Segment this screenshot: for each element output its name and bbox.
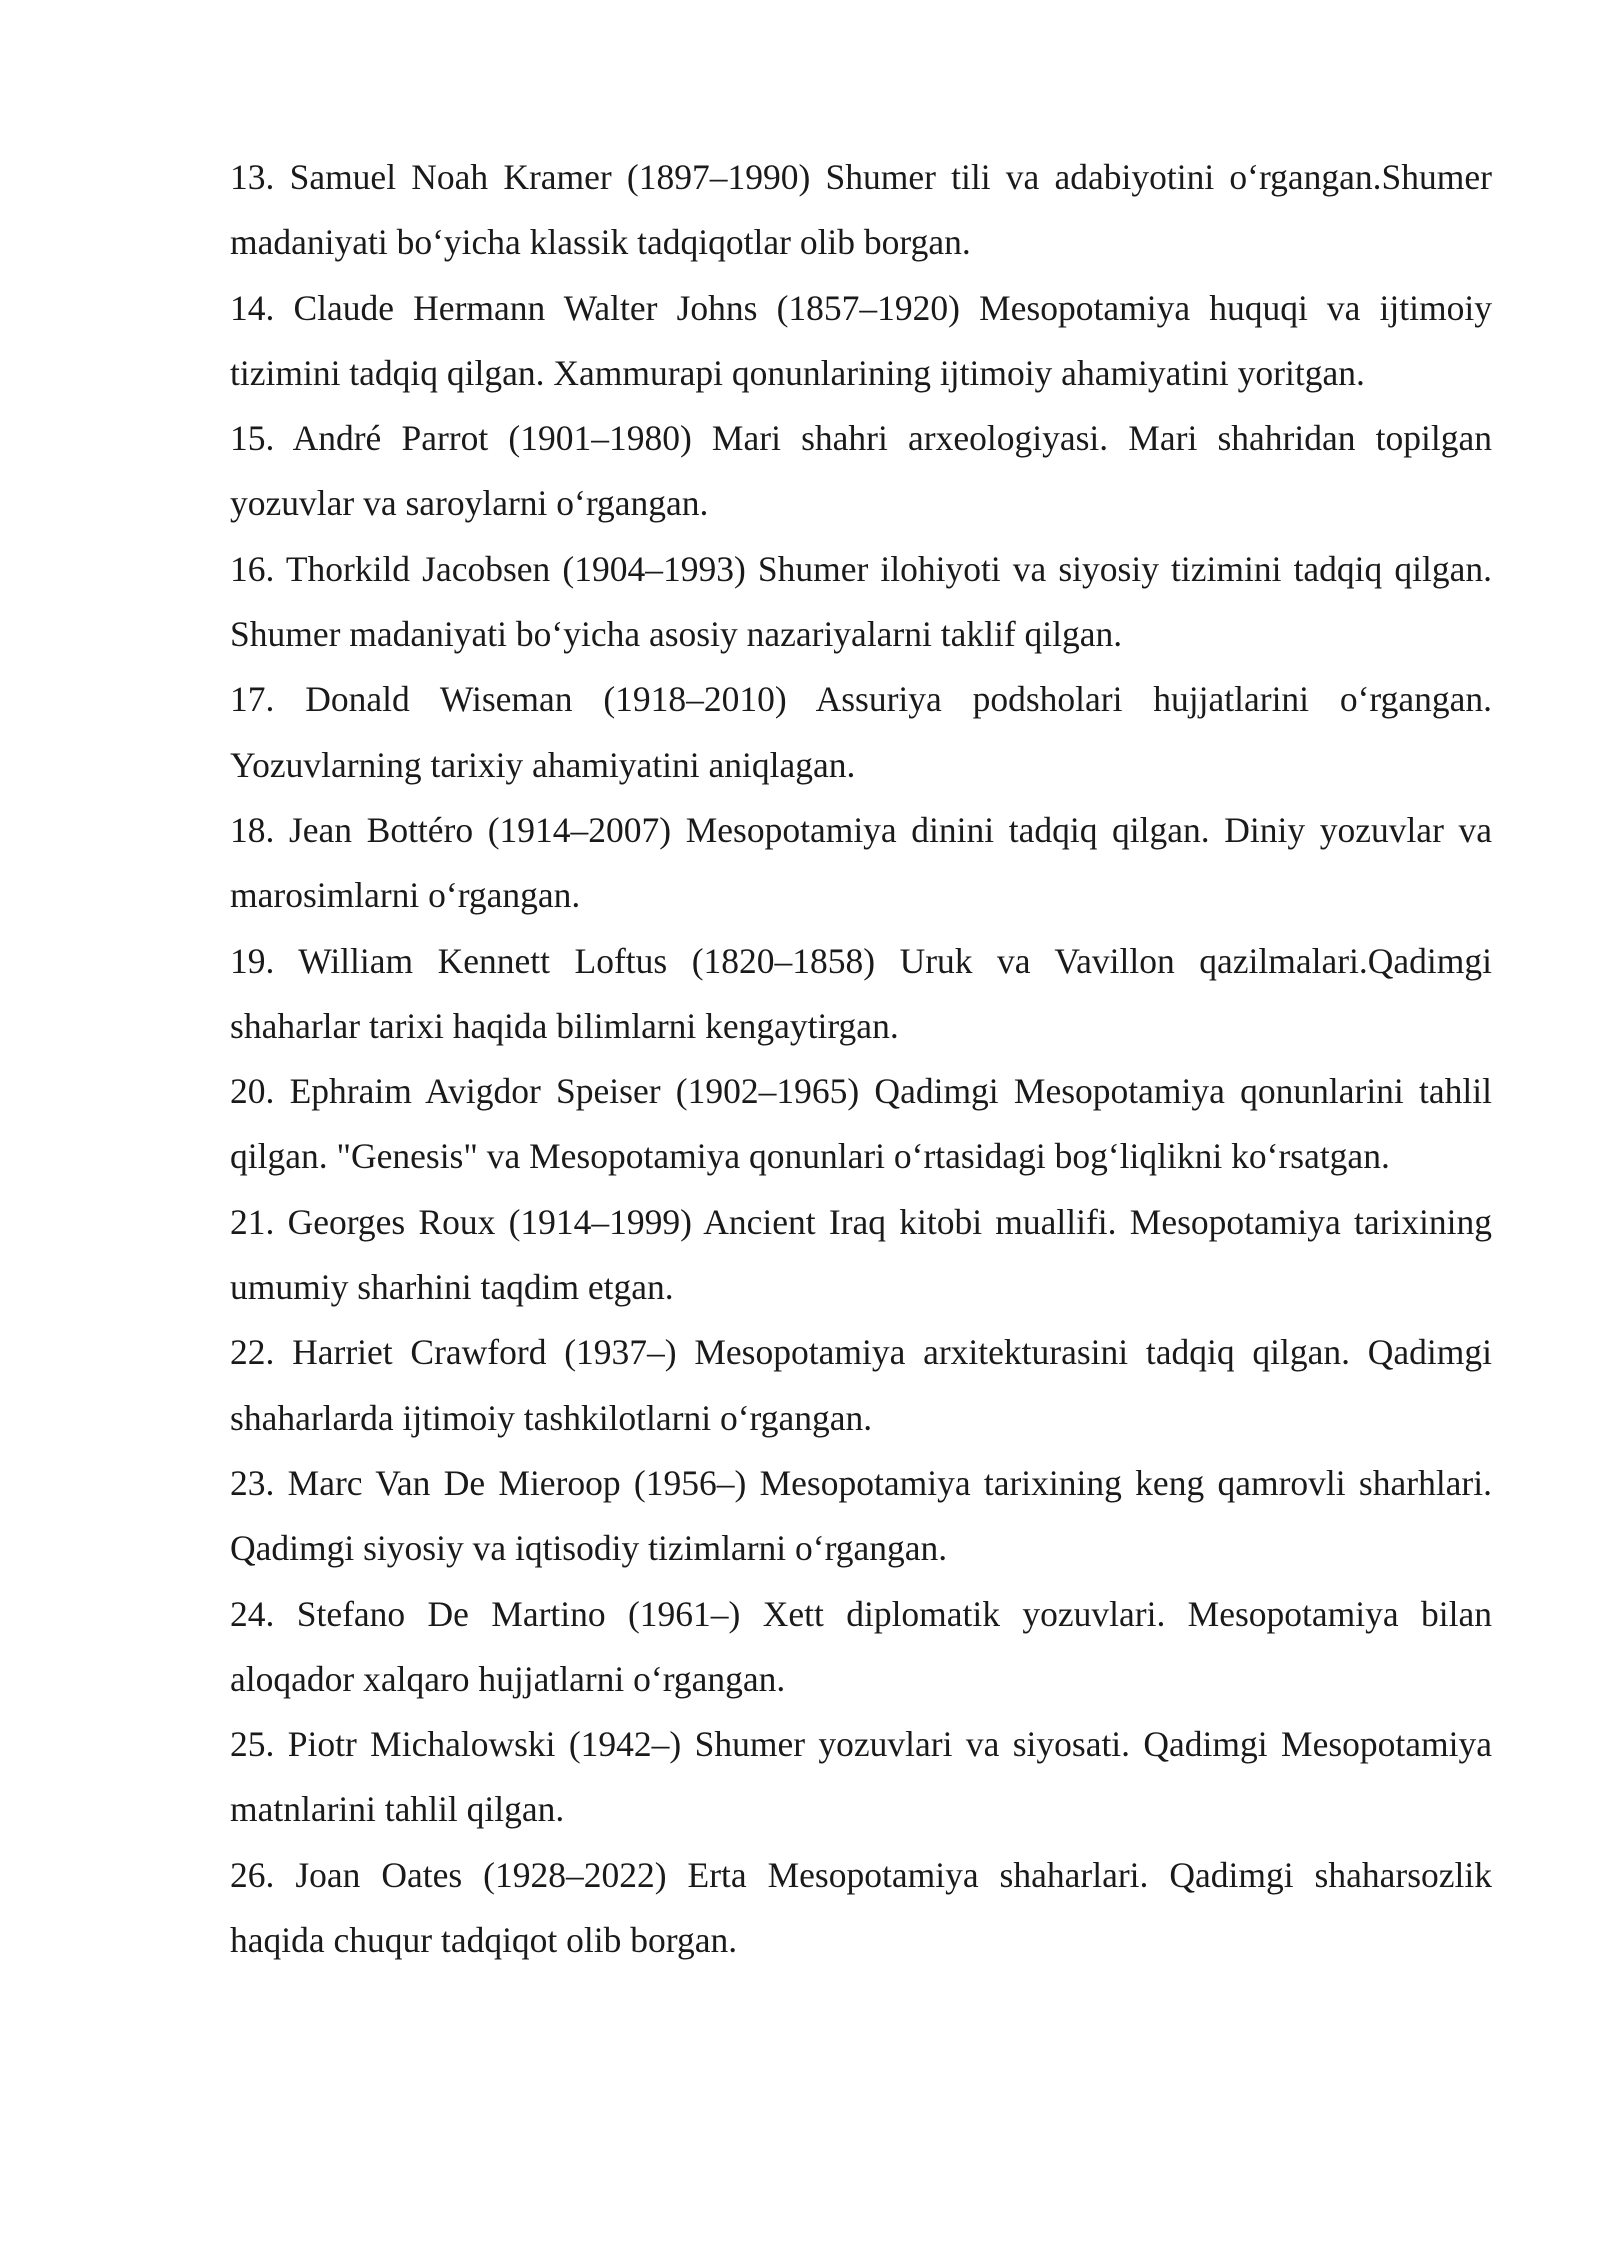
list-item-18: 18. Jean Bottéro (1914–2007) Mesopotamiya dinini tadqiq qilgan. Diniy yozuvlar va marosimlarni o‘rgangan.: [230, 809, 1492, 916]
list-item-19: 19. William Kennett Loftus (1820–1858) Uruk va Vavillon qazilmalari.Qadimgi shaharlar tarixi haqida bilimlarni kengaytirgan.: [230, 940, 1492, 1046]
list-item-13: 13. Samuel Noah Kramer (1897–1990) Shumer tili va adabiyotini o‘rgangan.Shumer madaniyati bo‘yicha klassik tadqiqotlar olib borgan.: [230, 157, 1492, 263]
list-item-15: 15. André Parrot (1901–1980) Mari shahri arxeologiyasi. Mari shahridan topilgan yozuvlar va saroylarni o‘rgangan.: [230, 418, 1492, 524]
list-item-16: 16. Thorkild Jacobsen (1904–1993) Shumer ilohiyoti va siyosiy tizimini tadqiq qilgan. Shumer madaniyati bo‘yicha asosiy nazariyalarni taklif qilgan.: [230, 548, 1492, 655]
list-item-24: 24. Stefano De Martino (1961–) Xett diplomatik yozuvlari. Mesopotamiya bilan aloqador xalqaro hujjatlarni o‘rgangan.: [230, 1593, 1492, 1699]
list-item-21: 21. Georges Roux (1914–1999) Ancient Iraq kitobi muallifi. Mesopotamiya tarixining umumiy sharhini taqdim etgan.: [230, 1201, 1492, 1308]
list-item-20: 20. Ephraim Avigdor Speiser (1902–1965) Qadimgi Mesopotamiya qonunlarini tahlil qilgan. "Genesis" va Mesopotamiya qonunlari o‘rtasidagi bog‘liqlikni ko‘rsatgan.: [230, 1071, 1492, 1177]
list-item-14: 14. Claude Hermann Walter Johns (1857–1920) Mesopotamiya huquqi va ijtimoiy tizimini tadqiq qilgan. Xammurapi qonunlarining ijtimoiy ahamiyatini yoritgan.: [230, 287, 1492, 393]
list-item-22: 22. Harriet Crawford (1937–) Mesopotamiya arxitekturasini tadqiq qilgan. Qadimgi shaharlarda ijtimoiy tashkilotlarni o‘rgangan.: [230, 1332, 1492, 1438]
reference-list: [230, 145, 1492, 1973]
list-item-17: 17. Donald Wiseman (1918–2010) Assuriya podsholari hujjatlarini o‘rgangan. Yozuvlarning tarixiy ahamiyatini aniqlagan.: [230, 679, 1492, 785]
list-item-26: 26. Joan Oates (1928–2022) Erta Mesopotamiya shaharlari. Qadimgi shaharsozlik haqida chuqur tadqiqot olib borgan.: [230, 1854, 1492, 1961]
list-item-25: 25. Piotr Michalowski (1942–) Shumer yozuvlari va siyosati. Qadimgi Mesopotamiya matnlarini tahlil qilgan.: [230, 1724, 1492, 1830]
list-item-23: 23. Marc Van De Mieroop (1956–) Mesopotamiya tarixining keng qamrovli sharhlari. Qadimgi siyosiy va iqtisodiy tizimlarni o‘rgangan.: [230, 1462, 1492, 1569]
